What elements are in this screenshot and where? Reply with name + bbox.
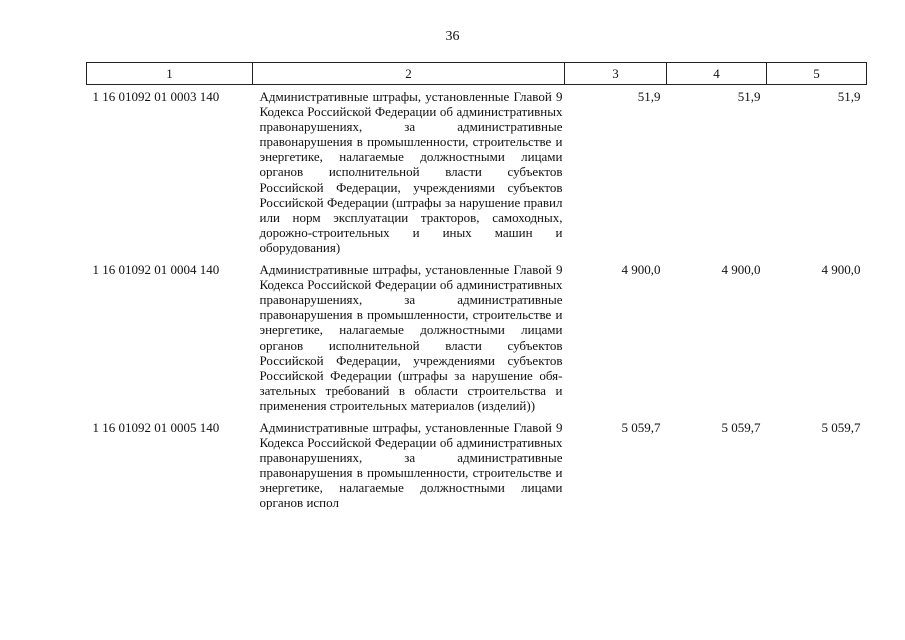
value-col-4: 5 059,7 <box>721 419 761 435</box>
value-col-5: 4 900,0 <box>821 262 861 278</box>
value-col-4: 51,9 <box>737 89 761 104</box>
table-row <box>87 416 867 514</box>
budget-code: 1 16 01092 01 0004 140 <box>92 262 220 278</box>
value-col-4: 4 900,0 <box>721 262 761 278</box>
header-col-2: 2 <box>253 63 565 85</box>
value-col-3: 4 900,0 <box>621 262 661 278</box>
table-header-row <box>87 63 867 85</box>
table-row <box>87 258 867 416</box>
description: Административные штрафы, установленные Главой 9 Кодекса Российской Федерации об административных правонарушениях, за административные правонарушения в промышленности, строительстве и энергетике, налагаемые должностными лицами органов исполнительной власти субъектов Российской Федерации, учреждениями субъектов Российской Федерации (штрафы за нарушение обязательных требований в области строительства и применения строительных материалов (изделий)) <box>259 262 563 413</box>
header-col-3: 3 <box>565 63 667 85</box>
table-row <box>87 85 867 259</box>
page-number: 36 <box>445 29 460 44</box>
value-col-5: 51,9 <box>837 89 861 104</box>
value-col-3: 5 059,7 <box>621 419 661 435</box>
description: Административные штрафы, установленные Главой 9 Кодекса Российской Федерации об административных правонарушениях, за административные правонарушения в промышленности, строительстве и энергетике, налагаемые должностными лицами органов испол <box>259 419 563 511</box>
header-col-5: 5 <box>767 63 867 85</box>
budget-code: 1 16 01092 01 0003 140 <box>92 89 220 104</box>
value-col-5: 5 059,7 <box>821 419 861 435</box>
budget-table <box>86 62 867 514</box>
description: Административные штрафы, установленные Главой 9 Кодекса Российской Федерации об административных правонарушениях, за административные правонарушения в промышленности, строительстве и энергетике, налагаемые должностными лицами органов исполнительной власти субъектов Российской Федерации, учреждениями субъектов Российской Федерации (штрафы за нарушение правил или норм эксплуатации тракторов, самоходных, дорожно-строительных и иных машин и оборудования) <box>259 89 563 255</box>
header-col-4: 4 <box>667 63 767 85</box>
value-col-3: 51,9 <box>637 89 661 104</box>
budget-code: 1 16 01092 01 0005 140 <box>92 419 220 435</box>
header-col-1: 1 <box>87 63 253 85</box>
